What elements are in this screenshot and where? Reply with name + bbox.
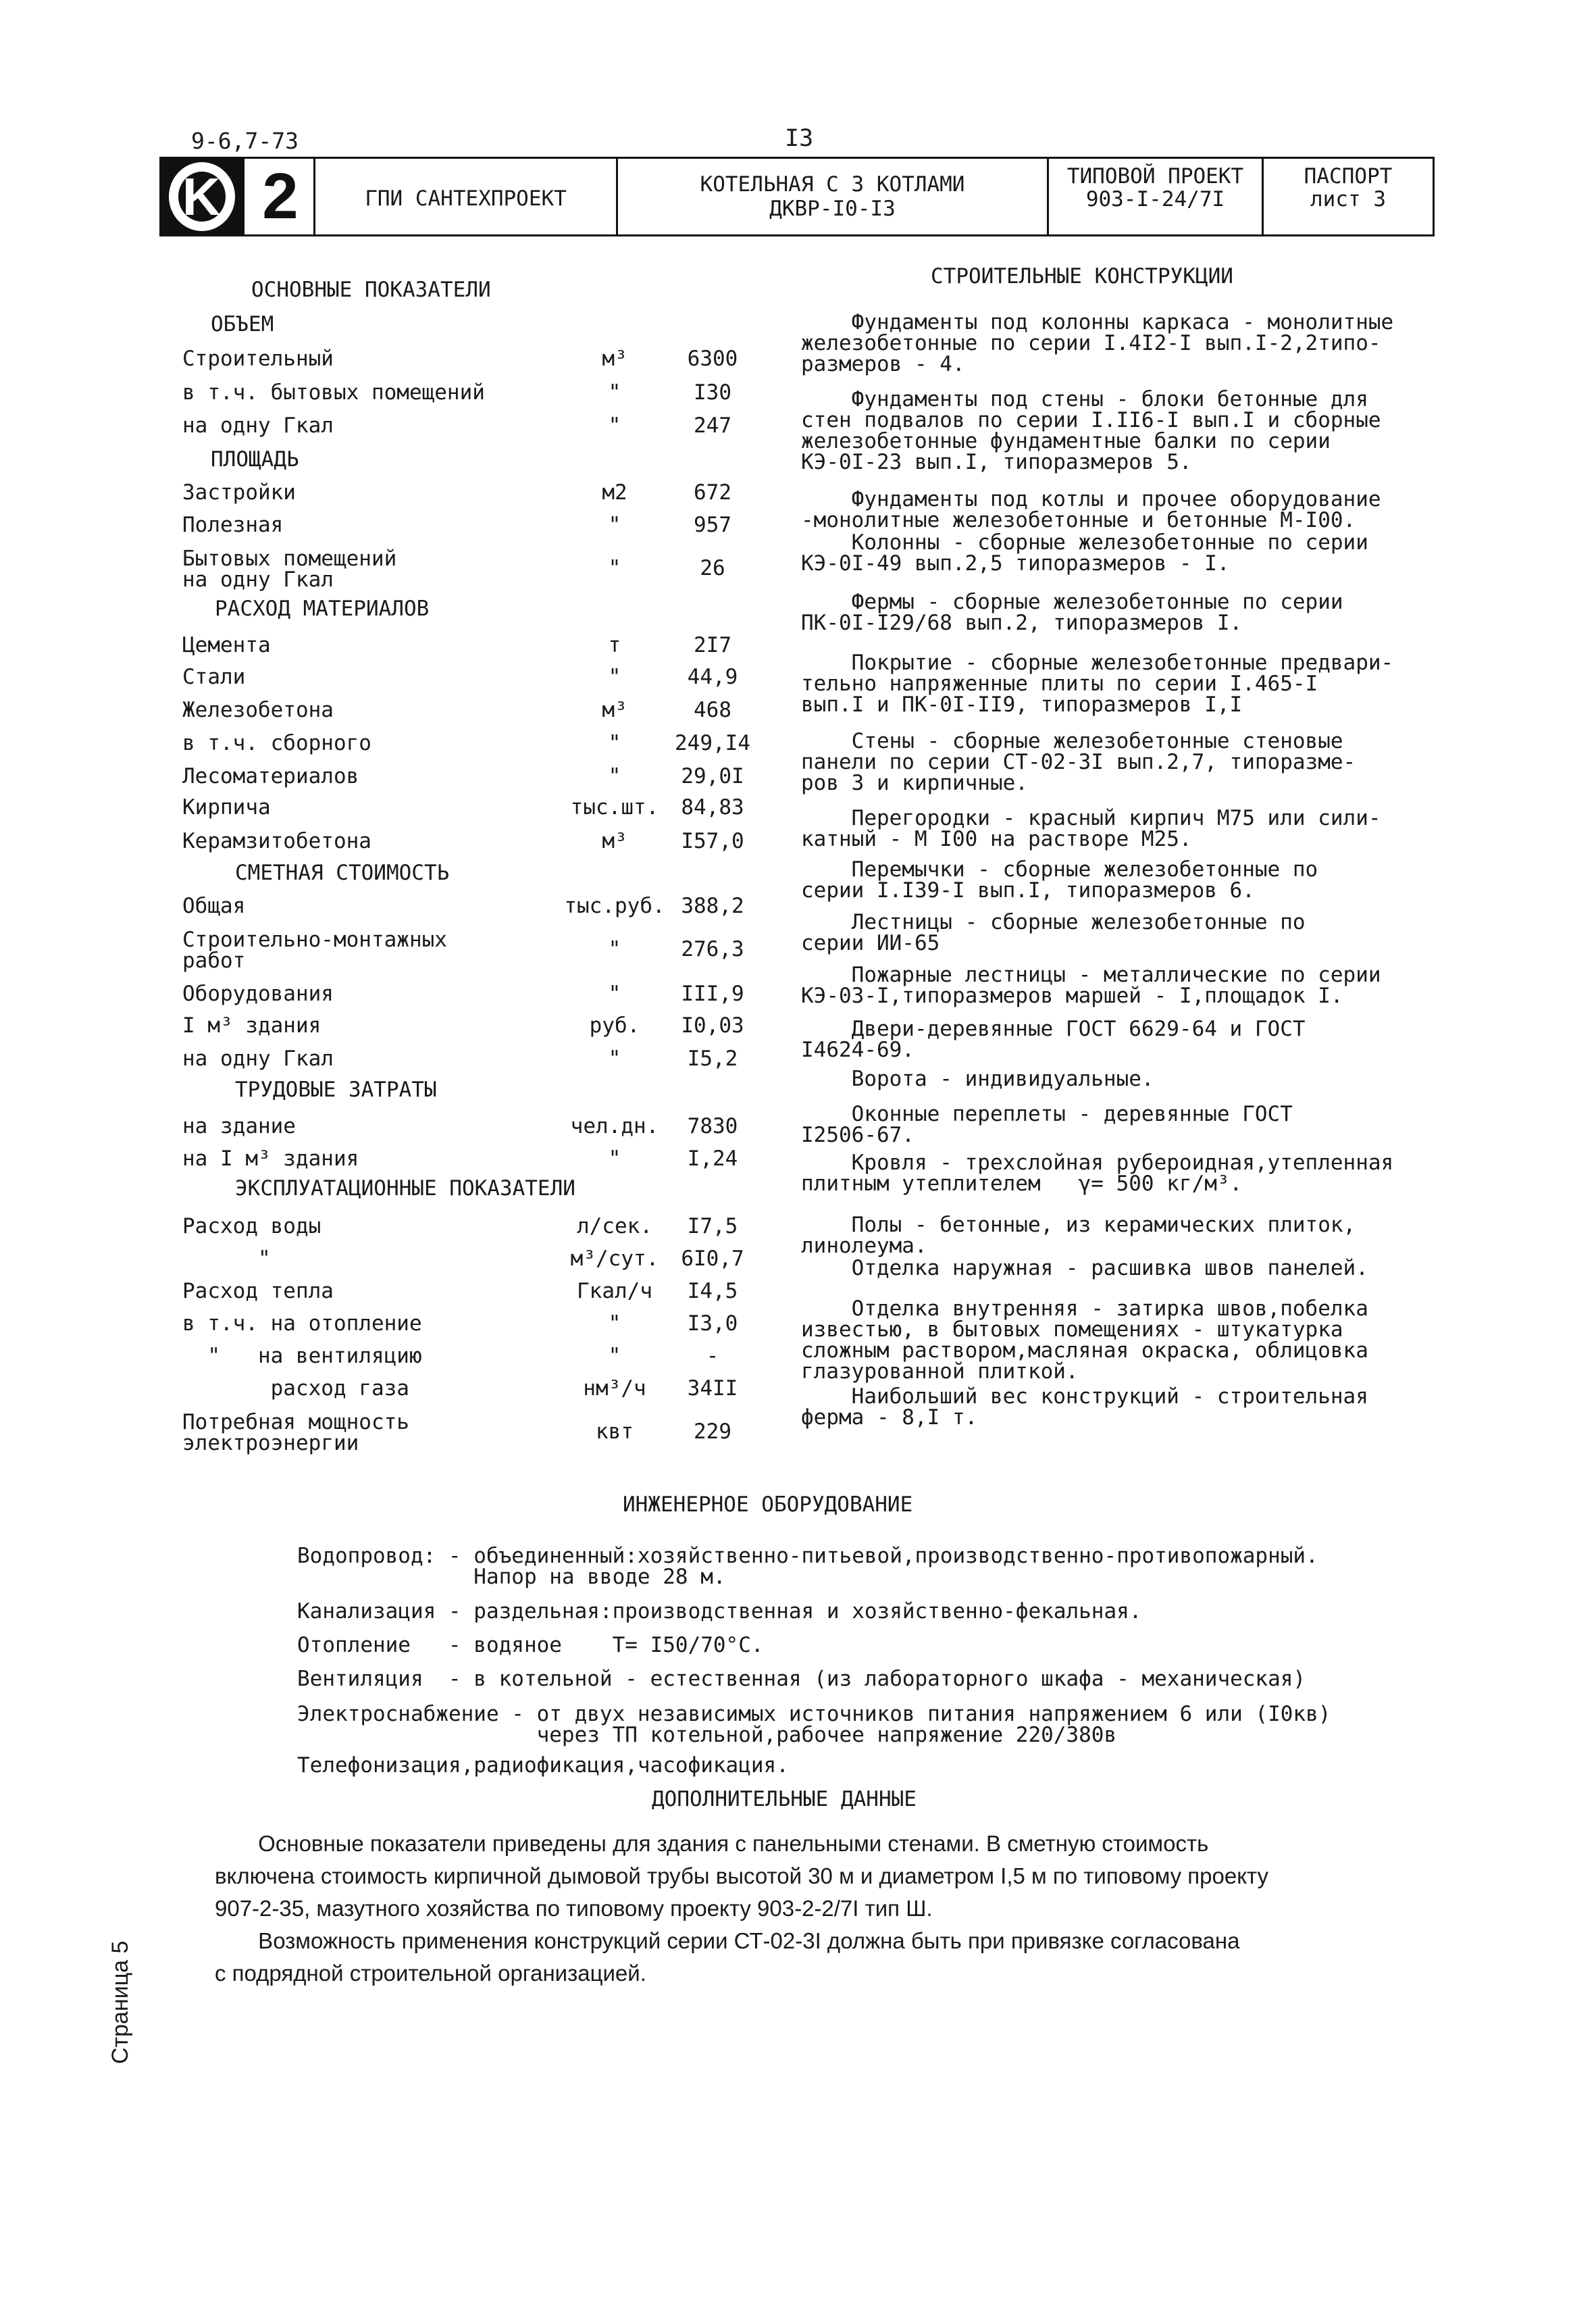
indicator-name: расход газа (182, 1376, 409, 1401)
structure-paragraph: Фундаменты под колонны каркаса - монолитные железобетонные по серии I.4I2-I вып.I-2,2типо- размеров - 4. (801, 310, 1394, 376)
additional-line: Основные показатели приведены для здания с панельными стенами. В сметную стоимость (215, 1831, 1209, 1856)
additional-heading: ДОПОЛНИТЕЛЬНЫЕ ДАННЫЕ (652, 1787, 917, 1811)
structure-paragraph: Фундаменты под стены - блоки бетонные для стен подвалов по серии I.II6-I вып.I и сборные железобетонные фундаментные балки по серии КЭ-0I-23 вып.I, типоразмеров 5. (801, 387, 1381, 474)
structure-paragraph: Кровля - трехслойная рубероидная,утепленная плитным утеплителем γ= 500 кг/м³. (801, 1151, 1394, 1196)
indicator-unit: м³ (602, 698, 627, 722)
indicator-unit: " (608, 982, 621, 1006)
indicator-value: 229 (694, 1419, 731, 1444)
indicators-subheading: ОБЪЕМ (211, 312, 274, 336)
structure-paragraph: Отделка внутренняя - затирка швов,побелка известью, в бытовых помещениях - штукатурка сложным раствором,масляная окраска, облицовка глазурованной плиткой. (801, 1297, 1368, 1384)
indicator-unit: квт (596, 1419, 634, 1444)
engineering-line: Вентиляция - в котельной - естественная (из лабораторного шкафа - механическая) (297, 1667, 1306, 1691)
sheet-number: лист 3 (1310, 187, 1386, 211)
structure-paragraph: Ворота - индивидуальные. (801, 1067, 1154, 1091)
object-title-line1: КОТЕЛЬНАЯ С 3 КОТЛАМИ (700, 172, 965, 197)
indicator-unit: тыс.руб. (564, 894, 665, 918)
indicator-value: 6300 (687, 347, 738, 371)
indicator-name: в т.ч. бытовых помещений (182, 380, 485, 405)
indicator-name: " на вентиляцию (182, 1344, 422, 1368)
indicator-unit: м³ (602, 829, 627, 853)
indicator-value: I3,0 (687, 1311, 738, 1336)
indicators-subheading: ЭКСПЛУАТАЦИОННЫЕ ПОКАЗАТЕЛИ (235, 1176, 575, 1201)
indicator-name: Строительно-монтажных работ (182, 928, 447, 973)
indicator-value: 34II (687, 1376, 738, 1401)
indicator-unit: л/сек. (577, 1214, 652, 1238)
indicator-value: 2I7 (694, 633, 731, 657)
indicator-value: 84,83 (681, 795, 744, 820)
indicator-unit: тыс.шт. (570, 795, 659, 820)
structure-paragraph: Перегородки - красный кирпич М75 или сили- катный - М I00 на растворе М25. (801, 806, 1381, 851)
indicator-unit: " (608, 513, 621, 537)
structure-paragraph: Колонны - сборные железобетонные по серии КЭ-0I-49 вып.2,5 типоразмеров - I. (801, 530, 1368, 576)
indicator-name: в т.ч. на отопление (182, 1311, 422, 1336)
structure-paragraph: Фундаменты под котлы и прочее оборудование -монолитные железобетонные и бетонные М-I00. (801, 487, 1381, 532)
indicator-unit: " (608, 731, 621, 755)
indicator-unit: " (608, 665, 621, 689)
indicator-unit: т (608, 633, 621, 657)
logo-letter: K (182, 167, 221, 226)
structure-paragraph: Оконные переплеты - деревянные ГОСТ I2506-67. (801, 1102, 1293, 1147)
indicator-value: 26 (700, 556, 725, 580)
indicator-value: I30 (694, 380, 731, 405)
indicator-value: 672 (694, 480, 731, 505)
indicator-value: 957 (694, 513, 731, 537)
indicator-value: I7,5 (687, 1214, 738, 1238)
engineering-heading: ИНЖЕНЕРНОЕ ОБОРУДОВАНИЕ (623, 1492, 913, 1517)
indicators-subheading: РАСХОД МАТЕРИАЛОВ (215, 597, 430, 621)
indicator-unit: " (608, 380, 621, 405)
indicator-name: Бытовых помещений на одну Гкал (182, 547, 397, 592)
org-cell (315, 159, 618, 234)
engineering-line: Электроснабжение - от двух независимых источников питания напряжением 6 или (I0кв) через ТП котельной,рабочее напряжение 220/380в (297, 1702, 1331, 1747)
engineering-line: Телефонизация,радиофикация,часофикация. (297, 1753, 789, 1778)
indicator-name: Расход воды (182, 1214, 321, 1238)
structure-paragraph: Покрытие - сборные железобетонные предвари- тельно напряженные плиты по серии I.465-I вып.I и ПК-0I-II9, типоразмеров I,I (801, 651, 1394, 717)
indicator-name: Железобетона (182, 698, 334, 722)
indicators-subheading: СМЕТНАЯ СТОИМОСТЬ (235, 861, 450, 885)
page-number: I3 (785, 125, 814, 152)
indicator-unit: м³/сут. (570, 1247, 659, 1271)
indicator-value: III,9 (681, 982, 744, 1006)
indicators-subheading: ТРУДОВЫЕ ЗАТРАТЫ (235, 1078, 437, 1102)
indicator-value: 468 (694, 698, 731, 722)
project-label: ТИПОВОЙ ПРОЕКТ (1066, 164, 1244, 188)
indicator-name: Расход тепла (182, 1279, 334, 1303)
indicator-unit: Гкал/ч (577, 1279, 652, 1303)
structure-paragraph: Наибольший вес конструкций - строительная ферма - 8,I т. (801, 1384, 1368, 1430)
engineering-line: Водопровод: - объединенный:хозяйственно-питьевой,производственно-противопожарный. Напор на вводе 28 м. (297, 1544, 1318, 1589)
logo-circle-icon (159, 157, 244, 236)
structure-paragraph: Фермы - сборные железобетонные по серии ПК-0I-I29/68 вып.2, типоразмеров I. (801, 590, 1343, 635)
indicator-name: Оборудования (182, 982, 334, 1006)
structure-paragraph: Пожарные лестницы - металлические по серии КЭ-03-I,типоразмеров маршей - I,площадок I. (801, 963, 1381, 1008)
object-title-cell (618, 159, 1049, 234)
indicator-unit: " (608, 413, 621, 438)
indicator-value: 247 (694, 413, 731, 438)
indicator-value: - (706, 1344, 719, 1368)
indicator-name: Стали (182, 665, 246, 689)
engineering-line: Канализация - раздельная:производственная и хозяйственно-фекальная. (297, 1599, 1142, 1624)
indicator-name: Потребная мощность электроэнергии (182, 1410, 409, 1455)
indicator-unit: " (608, 1344, 621, 1368)
passport-label: ПАСПОРТ (1304, 164, 1393, 188)
indicator-name: на одну Гкал (182, 413, 334, 438)
indicator-name: " (182, 1247, 271, 1271)
additional-line: включена стоимость кирпичной дымовой трубы высотой 30 м и диаметром I,5 м по типовому проекту (215, 1863, 1269, 1888)
additional-line: Возможность применения конструкций серии СТ-02-3I должна быть при привязке согласована (215, 1928, 1240, 1953)
structures-heading: СТРОИТЕЛЬНЫЕ КОНСТРУКЦИИ (931, 264, 1233, 288)
indicator-unit: " (608, 1047, 621, 1071)
indicator-name: Общая (182, 894, 246, 918)
indicator-value: I57,0 (681, 829, 744, 853)
indicator-name: в т.ч. сборного (182, 731, 371, 755)
indicator-unit: " (608, 1147, 621, 1171)
indicator-value: I,24 (687, 1147, 738, 1171)
title-block (159, 157, 1435, 236)
indicator-unit: чел.дн. (570, 1114, 659, 1138)
indicator-name: Застройки (182, 480, 296, 505)
indicator-name: на здание (182, 1114, 296, 1138)
indicator-unit: руб. (589, 1013, 640, 1038)
project-cell (1049, 159, 1264, 234)
structure-paragraph: Лестницы - сборные железобетонные по серии ИИ-65 (801, 910, 1306, 955)
passport-cell (1264, 159, 1433, 234)
structure-paragraph: Двери-деревянные ГОСТ 6629-64 и ГОСТ I4624-69. (801, 1017, 1306, 1062)
org-name: ГПИ САНТЕХПРОЕКТ (365, 186, 567, 211)
indicator-name: Лесоматериалов (182, 764, 359, 788)
indicator-value: I5,2 (687, 1047, 738, 1071)
indicator-name: Керамзитобетона (182, 829, 371, 853)
indicator-name: на одну Гкал (182, 1047, 334, 1071)
indicator-value: 6I0,7 (681, 1247, 744, 1271)
indicator-unit: " (608, 764, 621, 788)
indicators-heading: ОСНОВНЫЕ ПОКАЗАТЕЛИ (251, 278, 491, 302)
indicator-unit: нм³/ч (583, 1376, 646, 1401)
logo-digit: 2 (262, 160, 299, 232)
indicator-value: 7830 (687, 1114, 738, 1138)
structure-paragraph: Отделка наружная - расшивка швов панелей. (801, 1256, 1368, 1280)
indicator-unit: " (608, 1311, 621, 1336)
project-number: 903-I-24/7I (1085, 187, 1225, 211)
indicator-unit: м2 (602, 480, 627, 505)
indicator-unit: " (608, 937, 621, 961)
indicator-value: 388,2 (681, 894, 744, 918)
indicator-value: 249,I4 (675, 731, 750, 755)
indicator-value: 276,3 (681, 937, 744, 961)
engineering-line: Отопление - водяное T= I50/70°C. (297, 1633, 764, 1657)
indicator-name: Строительный (182, 347, 334, 371)
structure-paragraph: Полы - бетонные, из керамических плиток, линолеума. (801, 1213, 1356, 1258)
indicator-unit: м³ (602, 347, 627, 371)
indicator-name: на I м³ здания (182, 1147, 359, 1171)
indicator-name: Полезная (182, 513, 284, 537)
document-number: 9-6,7-73 (191, 128, 299, 154)
indicators-subheading: ПЛОЩАДЬ (211, 447, 299, 472)
additional-line: с подрядной строительной организацией. (215, 1961, 646, 1986)
indicator-name: Кирпича (182, 795, 271, 820)
structure-paragraph: Перемычки - сборные железобетонные по серии I.I39-I вып.I, типоразмеров 6. (801, 857, 1318, 903)
indicator-value: 29,0I (681, 764, 744, 788)
indicator-name: Цемента (182, 633, 271, 657)
structure-paragraph: Стены - сборные железобетонные стеновые панели по серии СТ-02-3I вып.2,7, типоразме- ров 3 и кирпичные. (801, 729, 1356, 795)
indicator-value: I4,5 (687, 1279, 738, 1303)
indicator-value: 44,9 (687, 665, 738, 689)
object-title-line2: ДКВР-I0-I3 (769, 197, 896, 221)
indicator-unit: " (608, 556, 621, 580)
indicator-name: I м³ здания (182, 1013, 321, 1038)
org-logo (159, 157, 313, 236)
indicator-value: I0,03 (681, 1013, 744, 1038)
additional-line: 907-2-35, мазутного хозяйства по типовому проекту 903-2-2/7I тип Ш. (215, 1896, 933, 1921)
side-page-label: Страница 5 (107, 1940, 133, 2064)
